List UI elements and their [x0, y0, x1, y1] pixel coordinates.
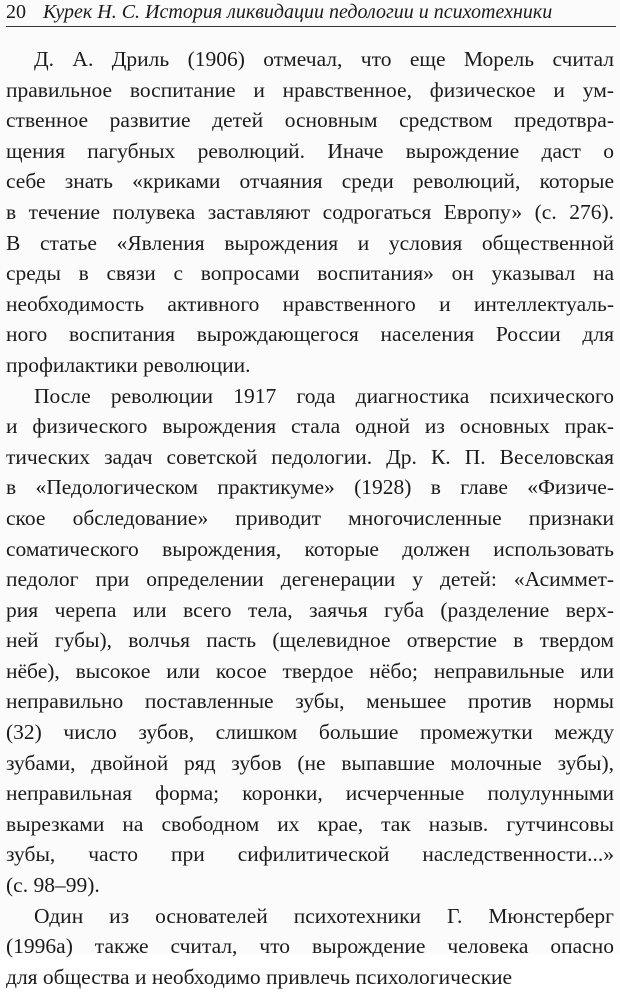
text-line: ней губы), волчья пасть (щелевидное отверстие в твердом: [6, 628, 614, 653]
text-line: соматического вырождения, которые должен использовать: [6, 536, 614, 561]
body-text: [6, 44, 614, 992]
text-line: среды в связи с вопросами воспитания» он указывал на: [6, 261, 614, 286]
text-line: (32) число зубов, слишком большие промежутки между: [6, 720, 614, 745]
text-line: себе знать «криками отчаяния среди революций, которые: [6, 169, 614, 194]
text-line: ственное развитие детей основным средством предотвра-: [6, 108, 614, 133]
text-line: (с. 98–99).: [6, 873, 100, 898]
text-line: ного воспитания вырождающегося населения России для: [6, 322, 614, 347]
text-line: неправильная форма; коронки, исчерченные полулунными: [6, 781, 614, 806]
text-line: для общества и необходимо привлечь психологические: [6, 964, 513, 989]
text-line: неправильно поставленные зубы, меньшее против нормы: [6, 689, 614, 714]
text-line: педолог при определении дегенерации у детей: «Асиммет-: [6, 567, 614, 592]
running-header: [6, 0, 616, 27]
page-number: 20: [6, 1, 26, 23]
text-line: ское обследование» приводит многочисленные признаки: [6, 505, 614, 530]
text-line: Один из основателей психотехники Г. Мюнстерберг: [34, 903, 614, 928]
text-line: щения пагубных революций. Иначе вырождение даст о: [6, 138, 614, 163]
text-line: необходимость активного нравственного и интеллектуаль-: [6, 291, 614, 316]
text-line: зубами, двойной ряд зубов (не выпавшие молочные зубы),: [6, 750, 614, 775]
text-line: В статье «Явления вырождения и условия общественной: [6, 230, 614, 255]
text-line: вырезками на свободном их крае, так назыв. гутчинсовы: [6, 811, 614, 836]
text-line: и физического вырождения стала одной из основных прак-: [6, 414, 614, 439]
text-line: в «Педологическом практикуме» (1928) в главе «Физиче-: [6, 475, 614, 500]
text-line: После революции 1917 года диагностика психического: [34, 383, 614, 408]
text-line: нёбе), высокое или косое твердое нёбо; неправильные или: [6, 658, 614, 683]
text-line: тических задач советской педологии. Др. К. П. Веселовская: [6, 444, 614, 469]
text-line: в течение полувека заставляют содрогаться Европу» (с. 276).: [6, 199, 614, 224]
text-line: правильное воспитание и нравственное, физическое и ум-: [6, 77, 614, 102]
text-line: (1996а) также считал, что вырождение человека опасно: [6, 934, 614, 959]
text-line: рия черепа или всего тела, заячья губа (разделение верх-: [6, 597, 614, 622]
text-line: Д. А. Дриль (1906) отмечал, что еще Морель считал: [34, 47, 614, 71]
text-line: зубы, часто при сифилитической наследственности...»: [6, 842, 614, 867]
running-title: Курек Н. С. История ликвидации педологии и психотехники: [43, 1, 553, 23]
text-line: профилактики революции.: [6, 352, 251, 377]
